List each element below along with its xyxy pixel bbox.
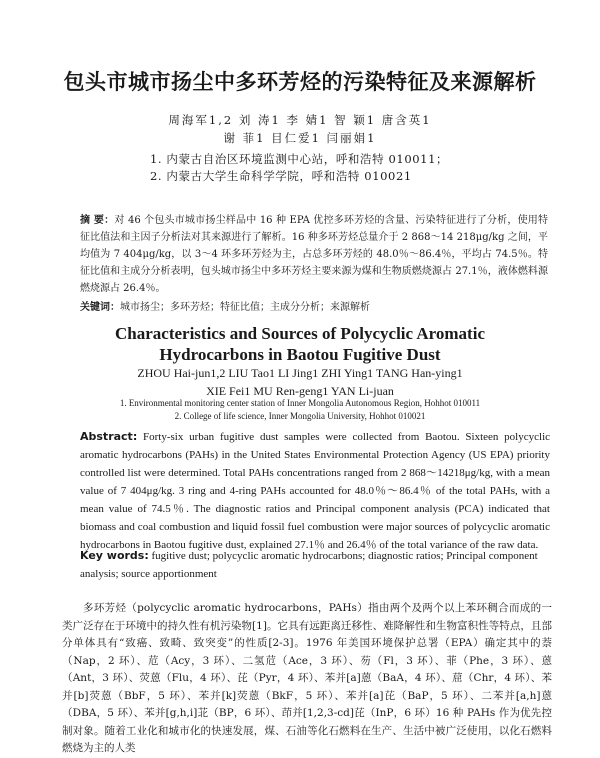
chinese-abstract-text: 对 46 个包头市城市扬尘样品中 16 种 EPA 优控多环芳烃的含量、污染特征进行了分析，使用特征比值法和主因子分析法对其来源进行了解析。16 种多环芳烃总量介于 2 868～14 218μg/kg 之间，平均值为 7 404μg/kg，以 3～4 环多环芳烃为主，占总多环芳烃的 48.0％～86.4％，平均占 74.5％。特征比值和主成分分析表明，包头城市扬尘中多环芳烃主要来源为煤和生物质燃烧源占 27.1％，液体燃料源燃烧源占 26.4％。 [80,215,548,294]
english-affiliation-2: 2. College of life science, Inner Mongolia University, Hohhot 010021 [174,411,426,421]
chinese-keywords [80,298,370,313]
english-title-line-2: Hydrocarbons in Baotou Fugitive Dust [159,345,441,364]
english-keywords-label: Key words: [80,549,149,562]
chinese-keywords-label: 关键词： [80,302,120,313]
english-authors-line-2: XIE Fei1 MU Ren-geng1 YAN Li-juan [206,384,394,398]
english-abstract [80,428,550,554]
english-abstract-text: Forty-six urban fugitive dust samples were collected from Baotou. Sixteen polycyclic aromatic hydrocarbons (PAHs) in the United States Environmental Protection Agency (US EPA) priority controlled list were determined. Total PAHs concentrations ranged from 2 868～14218μg/kg, with a mean value of 7 404μg/kg. 3 ring and 4-ring PAHs accounted for 48.0％～86.4％ of the total PAHs, with a mean value of 74.5％. The diagnostic ratios and Principal component analysis (PCA) indicated that biomass and coal combustion and liquid fossil fuel combustion were major sources of polycyclic aromatic hydrocarbons in Baotou fugitive dust, explained 27.1％ and 26.4％ of the total variance of the raw data. [80,431,551,551]
chinese-affiliation-2: 2. 内蒙古大学生命科学学院，呼和浩特 010021 [150,169,412,183]
chinese-abstract-label: 摘 要： [80,215,115,226]
english-title-line-1: Characteristics and Sources of Polycyclic Aromatic [115,324,485,343]
english-keywords-text: fugitive dust; polycyclic aromatic hydrocarbons; diagnostic ratios; Principal component analysis; source apportionment [80,550,538,580]
chinese-authors-line-1: 周海军1,2 刘 涛1 李 婧1 智 颖1 唐含英1 [168,113,432,127]
chinese-affiliation-1: 1. 内蒙古自治区环境监测中心站，呼和浩特 010011； [150,152,449,166]
english-abstract-label: Abstract: [80,430,138,443]
chinese-keywords-text: 城市扬尘；多环芳烃；特征比值；主成分分析；来源解析 [120,302,370,313]
chinese-body-text: 多环芳烃（polycyclic aromatic hydrocarbons，PAHs）指由两个及两个以上苯环稠合而成的一类广泛存在于环境中的持久性有机污染物[1]。它具有远距离迁移性、难降解性和生物富积性等特点，且部分单体具有“致癌、致畸、致突变”的性质[2-3]。1976 年美国环境保护总署（EPA）确定其中的萘（Nap，2 环）、苊（Acy，3 环）、二氢苊（Ace，3 环）、芴（Fl，3 环）、菲（Phe，3 环）、蒽（Ant，3 环）、荧蒽（Flu，4 环）、芘（Pyr，4 环）、苯并[a]蒽（BaA，4 环）、䓛（Chr，4 环）、苯并[b]荧蒽（BbF，5 环）、苯并[k]荧蒽（BkF，5 环）、苯并[a]芘（BaP，5 环）、二苯并[a,h]蒽（DBA，5 环）、苯并[g,h,i]苝（BP，6 环）、茚并[1,2,3-cd]芘（InP，6 环）16 种 PAHs 作为优先控制对象。随着工业化和城市化的快速发展，煤、石油等化石燃料在生产、生活中被广泛使用，以化石燃料燃烧为主的人类 [62,602,552,754]
chinese-authors-line-2: 谢 菲1 目仁爱1 闫丽娟1 [223,131,377,145]
chinese-abstract [80,212,548,297]
chinese-title: 包头市城市扬尘中多环芳烃的污染特征及来源解析 [63,70,537,94]
english-affiliation-1: 1. Environmental monitoring center station of Inner Mongolia Autonomous Region, Hohhot 010011 [119,398,481,408]
english-authors-line-1: ZHOU Hai-jun1,2 LIU Tao1 LI Jing1 ZHI Ying1 TANG Han-ying1 [137,366,463,380]
english-keywords [80,547,550,583]
